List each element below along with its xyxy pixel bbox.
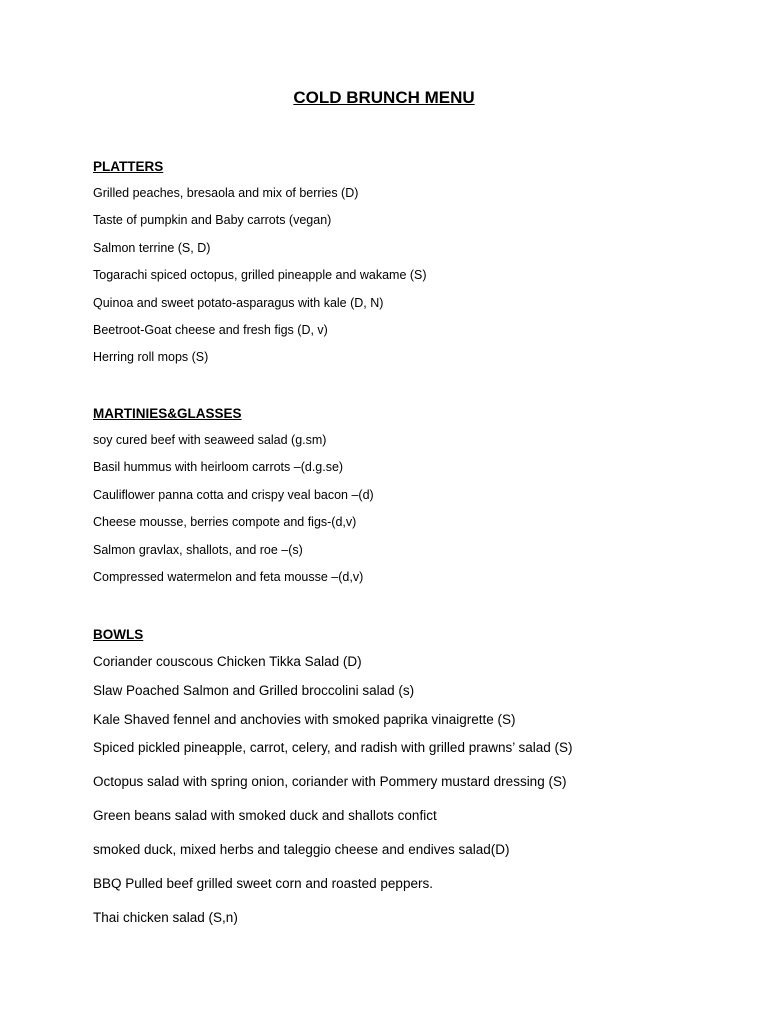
menu-item: Salmon gravlax, shallots, and roe –(s) [93, 542, 303, 557]
menu-item: Basil hummus with heirloom carrots –(d.g.se) [93, 460, 344, 475]
menu-item: Octopus salad with spring onion, coriander with Pommery mustard dressing (S) [93, 774, 567, 789]
menu-item: smoked duck, mixed herbs and taleggio cheese and endives salad(D) [93, 842, 510, 857]
page-title: COLD BRUNCH MENU [293, 88, 475, 107]
section-heading-bowls: BOWLS [93, 627, 144, 642]
menu-item: Grilled peaches, bresaola and mix of berries (D) [93, 186, 359, 200]
menu-item: Kale Shaved fennel and anchovies with smoked paprika vinaigrette (S) [93, 711, 516, 727]
menu-item: Togarachi spiced octopus, grilled pineapple and wakame (S) [93, 268, 427, 283]
menu-item: Compressed watermelon and feta mousse –(d,v) [93, 569, 364, 584]
section-martinies-glasses [93, 405, 733, 596]
menu-item: Cheese mousse, berries compote and figs-(d,v) [93, 515, 357, 530]
menu-item: BBQ Pulled beef grilled sweet corn and roasted peppers. [93, 876, 433, 891]
menu-item: Salmon terrine (S, D) [93, 240, 211, 255]
menu-item: Coriander couscous Chicken Tikka Salad (D) [93, 654, 362, 669]
menu-item: Spiced pickled pineapple, carrot, celery, and radish with grilled prawns’ salad (S) [93, 740, 573, 755]
menu-item: soy cured beef with seaweed salad (g.sm) [93, 433, 327, 447]
menu-item: Quinoa and sweet potato-asparagus with kale (D, N) [93, 295, 384, 310]
section-bowls [93, 626, 733, 936]
menu-item: Beetroot-Goat cheese and fresh figs (D, v) [93, 322, 328, 337]
section-heading-martinies-glasses: MARTINIES&GLASSES [93, 406, 242, 421]
menu-item: Slaw Poached Salmon and Grilled broccolini salad (s) [93, 683, 415, 698]
menu-item: Taste of pumpkin and Baby carrots (vegan) [93, 213, 332, 228]
section-platters [93, 158, 733, 377]
menu-item: Thai chicken salad (S,n) [93, 909, 238, 925]
menu-item: Cauliflower panna cotta and crispy veal bacon –(d) [93, 487, 374, 502]
menu-item: Herring roll mops (S) [93, 350, 209, 365]
section-heading-platters: PLATTERS [93, 159, 164, 174]
menu-item: Green beans salad with smoked duck and shallots confict [93, 808, 437, 823]
